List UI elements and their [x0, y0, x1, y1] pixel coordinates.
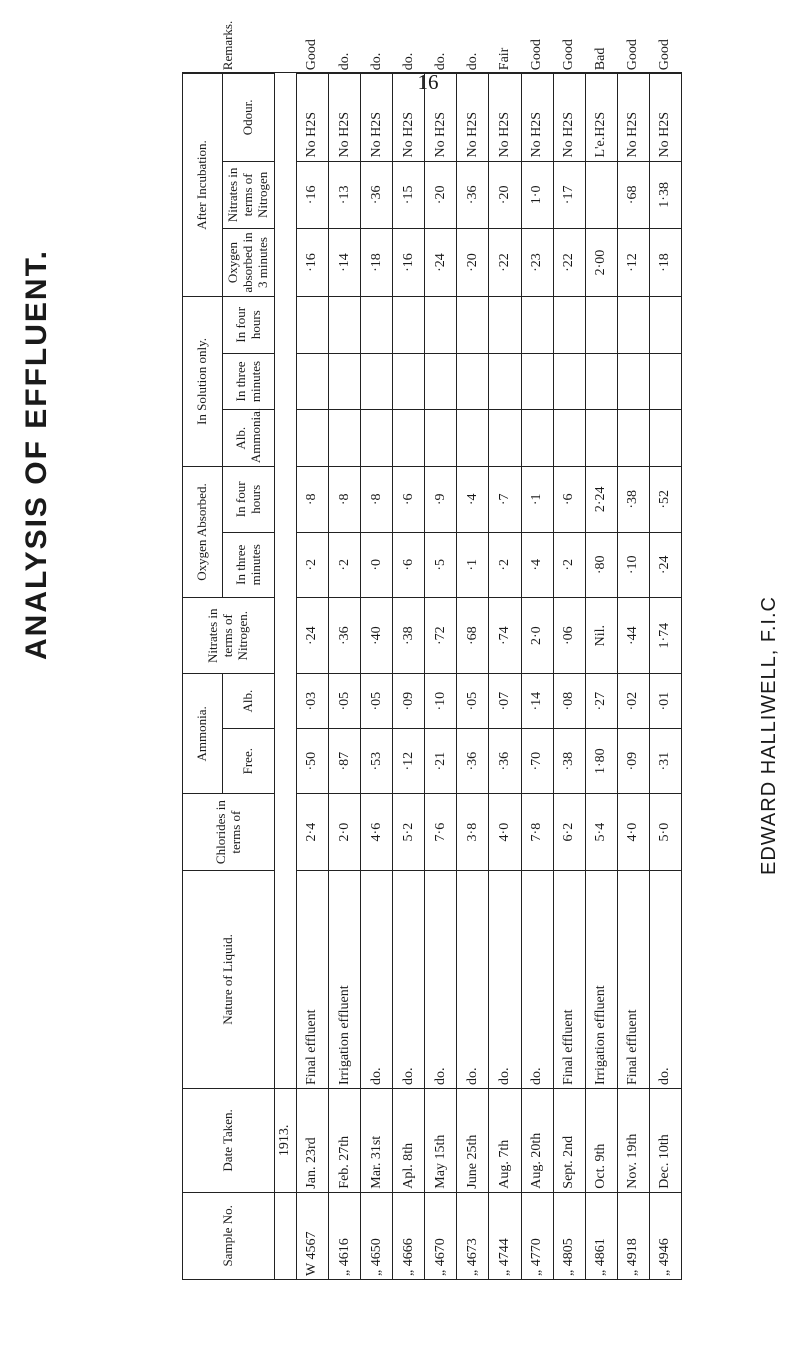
incubation-oxygen-value: ·16: [297, 229, 329, 297]
oxygen-3min-value: ·4: [521, 532, 553, 597]
odour-value: No H2S: [297, 74, 329, 161]
odour-value: No H2S: [489, 74, 521, 161]
nitrates-value: ·38: [393, 598, 425, 674]
oxygen-4hr-value: ·9: [425, 467, 457, 532]
odour-value: No H2S: [649, 74, 681, 161]
remarks-value: Bad: [585, 73, 617, 74]
free-ammonia-value: ·87: [329, 728, 361, 793]
solution-4hr-value: [297, 296, 329, 353]
solution-alb-ammonia-value: [297, 410, 329, 467]
incubation-nitrates-value: ·15: [393, 161, 425, 229]
oxygen-4hr-value: ·38: [617, 467, 649, 532]
table-row: [329, 73, 361, 1280]
free-ammonia-value: ·36: [457, 728, 489, 793]
header-nitrates-after: Nitrates in terms of Nitrogen: [223, 161, 275, 229]
date-taken: Feb. 27th: [329, 1089, 361, 1193]
chlorides-value: 4·0: [617, 794, 649, 870]
side-heading: ANALYSIS OF EFFLUENT.: [20, 249, 53, 660]
nature-of-liquid: do.: [649, 870, 681, 1088]
solution-3min-value: [585, 353, 617, 410]
solution-3min-value: [361, 353, 393, 410]
odour-value: No H2S: [329, 74, 361, 161]
solution-alb-ammonia-value: [457, 410, 489, 467]
solution-alb-ammonia-value: [649, 410, 681, 467]
chlorides-value: 6·2: [553, 794, 585, 870]
date-taken: Dec. 10th: [649, 1089, 681, 1193]
sample-number: „ 4744: [489, 1192, 521, 1279]
alb-ammonia-value: ·03: [297, 674, 329, 729]
alb-ammonia-value: ·02: [617, 674, 649, 729]
oxygen-3min-value: ·6: [393, 532, 425, 597]
incubation-oxygen-value: ·14: [329, 229, 361, 297]
free-ammonia-value: ·50: [297, 728, 329, 793]
sample-number: „ 4616: [329, 1192, 361, 1279]
solution-3min-value: [553, 353, 585, 410]
incubation-nitrates-value: ·20: [489, 161, 521, 229]
incubation-nitrates-value: 1·38: [649, 161, 681, 229]
table-row: [425, 73, 457, 1280]
sample-number: „ 4946: [649, 1192, 681, 1279]
solution-3min-value: [393, 353, 425, 410]
solution-3min-value: [521, 353, 553, 410]
remarks-value: Good: [649, 73, 681, 74]
date-taken: June 25th: [457, 1089, 489, 1193]
page-number: 16: [417, 70, 439, 94]
solution-4hr-value: [649, 296, 681, 353]
year-row-spacer: [275, 73, 297, 1089]
header-solution-in-three-minutes: In three minutes: [223, 353, 275, 410]
incubation-oxygen-value: ·16: [393, 229, 425, 297]
alb-ammonia-value: ·27: [585, 674, 617, 729]
header-nitrates: Nitrates in terms of Nitrogen.: [183, 598, 275, 674]
oxygen-4hr-value: ·8: [297, 467, 329, 532]
header-alb: Alb.: [223, 674, 275, 729]
solution-alb-ammonia-value: [553, 410, 585, 467]
incubation-nitrates-value: ·16: [297, 161, 329, 229]
date-taken: Apl. 8th: [393, 1089, 425, 1193]
header-ammonia: Ammonia.: [183, 674, 223, 794]
solution-4hr-value: [361, 296, 393, 353]
solution-alb-ammonia-value: [393, 410, 425, 467]
date-taken: Oct. 9th: [585, 1089, 617, 1193]
side-author: EDWARD HALLIWELL, F.I.C: [758, 596, 780, 875]
incubation-nitrates-value: ·36: [457, 161, 489, 229]
year-spacer: [275, 1192, 297, 1279]
nature-of-liquid: do.: [521, 870, 553, 1088]
odour-value: No H2S: [617, 74, 649, 161]
chlorides-value: 7·6: [425, 794, 457, 870]
incubation-oxygen-value: ·20: [457, 229, 489, 297]
nature-of-liquid: do.: [361, 870, 393, 1088]
chlorides-value: 5·4: [585, 794, 617, 870]
remarks-value: Fair: [489, 73, 521, 74]
oxygen-3min-value: ·2: [489, 532, 521, 597]
header-in-solution-only: In Solution only.: [183, 296, 223, 466]
remarks-value: Good: [297, 73, 329, 74]
header-in-four-hours: In four hours: [223, 467, 275, 532]
nature-of-liquid: do.: [393, 870, 425, 1088]
free-ammonia-value: ·36: [489, 728, 521, 793]
alb-ammonia-value: ·08: [553, 674, 585, 729]
header-oxygen-absorbed-3min: Oxygen absorbed in 3 minutes: [223, 229, 275, 297]
nature-of-liquid: Irrigation effluent: [329, 870, 361, 1088]
solution-4hr-value: [425, 296, 457, 353]
nature-of-liquid: Final effluent: [297, 870, 329, 1088]
free-ammonia-value: ·70: [521, 728, 553, 793]
chlorides-value: 2·0: [329, 794, 361, 870]
oxygen-3min-value: ·5: [425, 532, 457, 597]
header-oxygen-absorbed: Oxygen Absorbed.: [183, 467, 223, 598]
nitrates-value: 2·0: [521, 598, 553, 674]
free-ammonia-value: ·12: [393, 728, 425, 793]
oxygen-4hr-value: ·52: [649, 467, 681, 532]
oxygen-3min-value: ·10: [617, 532, 649, 597]
odour-value: No H2S: [393, 74, 425, 161]
oxygen-4hr-value: ·7: [489, 467, 521, 532]
solution-3min-value: [489, 353, 521, 410]
date-taken: Aug. 20th: [521, 1089, 553, 1193]
oxygen-4hr-value: ·1: [521, 467, 553, 532]
odour-value: No H2S: [553, 74, 585, 161]
nitrates-value: 1·74: [649, 598, 681, 674]
chlorides-value: 3·8: [457, 794, 489, 870]
table-row: [617, 73, 649, 1280]
solution-4hr-value: [521, 296, 553, 353]
header-date-taken: Date Taken.: [183, 1089, 275, 1193]
oxygen-4hr-value: 2·24: [585, 467, 617, 532]
nature-of-liquid: do.: [457, 870, 489, 1088]
sample-number: „ 4770: [521, 1192, 553, 1279]
sample-number: W 4567: [297, 1192, 329, 1279]
header-remarks: Remarks.: [183, 73, 275, 74]
remarks-value: Good: [521, 73, 553, 74]
table-row: [521, 73, 553, 1280]
header-chlorides: Chlorides in terms of: [183, 794, 275, 870]
free-ammonia-value: ·09: [617, 728, 649, 793]
remarks-value: Good: [617, 73, 649, 74]
analysis-table-wrapper: [182, 20, 682, 1280]
oxygen-4hr-value: ·4: [457, 467, 489, 532]
oxygen-3min-value: ·2: [553, 532, 585, 597]
odour-value: No H2S: [425, 74, 457, 161]
solution-3min-value: [297, 353, 329, 410]
solution-4hr-value: [489, 296, 521, 353]
incubation-oxygen-value: ·18: [361, 229, 393, 297]
solution-3min-value: [329, 353, 361, 410]
solution-4hr-value: [553, 296, 585, 353]
date-taken: Aug. 7th: [489, 1089, 521, 1193]
table-row: [553, 73, 585, 1280]
incubation-nitrates-value: [585, 161, 617, 229]
remarks-value: do.: [361, 73, 393, 74]
alb-ammonia-value: ·10: [425, 674, 457, 729]
remarks-value: do.: [393, 73, 425, 74]
solution-alb-ammonia-value: [521, 410, 553, 467]
oxygen-4hr-value: ·8: [361, 467, 393, 532]
oxygen-3min-value: ·2: [329, 532, 361, 597]
header-solution-in-four-hours: In four hours: [223, 296, 275, 353]
nature-of-liquid: do.: [425, 870, 457, 1088]
date-taken: Nov. 19th: [617, 1089, 649, 1193]
solution-4hr-value: [585, 296, 617, 353]
oxygen-3min-value: ·2: [297, 532, 329, 597]
oxygen-3min-value: ·80: [585, 532, 617, 597]
incubation-oxygen-value: ·24: [425, 229, 457, 297]
chlorides-value: 4·0: [489, 794, 521, 870]
nature-of-liquid: Irrigation effluent: [585, 870, 617, 1088]
oxygen-4hr-value: ·6: [553, 467, 585, 532]
date-taken: Jan. 23rd: [297, 1089, 329, 1193]
nitrates-value: ·36: [329, 598, 361, 674]
nitrates-value: Nil.: [585, 598, 617, 674]
remarks-value: do.: [425, 73, 457, 74]
incubation-oxygen-value: ·22: [553, 229, 585, 297]
nature-of-liquid: Final effluent: [553, 870, 585, 1088]
solution-3min-value: [425, 353, 457, 410]
solution-alb-ammonia-value: [489, 410, 521, 467]
solution-alb-ammonia-value: [425, 410, 457, 467]
incubation-nitrates-value: ·20: [425, 161, 457, 229]
alb-ammonia-value: ·09: [393, 674, 425, 729]
nature-of-liquid: do.: [489, 870, 521, 1088]
analysis-table: [182, 20, 682, 1280]
solution-3min-value: [617, 353, 649, 410]
remarks-value: do.: [329, 73, 361, 74]
odour-value: L'e.H2S: [585, 74, 617, 161]
free-ammonia-value: ·53: [361, 728, 393, 793]
incubation-oxygen-value: ·22: [489, 229, 521, 297]
free-ammonia-value: 1·80: [585, 728, 617, 793]
header-nature: Nature of Liquid.: [183, 870, 275, 1088]
incubation-oxygen-value: 2·00: [585, 229, 617, 297]
incubation-nitrates-value: ·17: [553, 161, 585, 229]
solution-3min-value: [457, 353, 489, 410]
chlorides-value: 4·6: [361, 794, 393, 870]
chlorides-value: 5·2: [393, 794, 425, 870]
sample-number: „ 4670: [425, 1192, 457, 1279]
alb-ammonia-value: ·07: [489, 674, 521, 729]
solution-4hr-value: [393, 296, 425, 353]
nitrates-value: ·06: [553, 598, 585, 674]
nitrates-value: ·24: [297, 598, 329, 674]
free-ammonia-value: ·31: [649, 728, 681, 793]
oxygen-3min-value: ·24: [649, 532, 681, 597]
nitrates-value: ·68: [457, 598, 489, 674]
table-row: [393, 73, 425, 1280]
header-free: Free.: [223, 728, 275, 793]
table-row: [297, 73, 329, 1280]
odour-value: No H2S: [361, 74, 393, 161]
table-row: [649, 73, 681, 1280]
incubation-oxygen-value: ·23: [521, 229, 553, 297]
alb-ammonia-value: ·05: [329, 674, 361, 729]
oxygen-3min-value: ·1: [457, 532, 489, 597]
header-sample-no: Sample No.: [183, 1192, 275, 1279]
oxygen-3min-value: ·0: [361, 532, 393, 597]
table-row: [585, 73, 617, 1280]
nature-of-liquid: Final effluent: [617, 870, 649, 1088]
oxygen-4hr-value: ·8: [329, 467, 361, 532]
oxygen-4hr-value: ·6: [393, 467, 425, 532]
chlorides-value: 5·0: [649, 794, 681, 870]
nitrates-value: ·40: [361, 598, 393, 674]
solution-4hr-value: [457, 296, 489, 353]
sample-number: „ 4673: [457, 1192, 489, 1279]
alb-ammonia-value: ·05: [361, 674, 393, 729]
table-row: [489, 73, 521, 1280]
header-in-three-minutes: In three minutes: [223, 532, 275, 597]
date-taken: May 15th: [425, 1089, 457, 1193]
nitrates-value: ·72: [425, 598, 457, 674]
year-label: 1913.: [275, 1089, 297, 1193]
remarks-value: Good: [553, 73, 585, 74]
incubation-nitrates-value: 1·0: [521, 161, 553, 229]
solution-alb-ammonia-value: [329, 410, 361, 467]
solution-4hr-value: [329, 296, 361, 353]
incubation-nitrates-value: ·36: [361, 161, 393, 229]
incubation-oxygen-value: ·12: [617, 229, 649, 297]
header-alb-ammonia: Alb. Ammonia.: [223, 410, 275, 467]
sample-number: „ 4805: [553, 1192, 585, 1279]
alb-ammonia-value: ·14: [521, 674, 553, 729]
chlorides-value: 7·8: [521, 794, 553, 870]
header-odour: Odour.: [223, 74, 275, 161]
sample-number: „ 4666: [393, 1192, 425, 1279]
date-taken: Sept. 2nd: [553, 1089, 585, 1193]
table-row: [457, 73, 489, 1280]
odour-value: No H2S: [457, 74, 489, 161]
solution-alb-ammonia-value: [585, 410, 617, 467]
solution-alb-ammonia-value: [361, 410, 393, 467]
date-taken: Mar. 31st: [361, 1089, 393, 1193]
table-row: [361, 73, 393, 1280]
alb-ammonia-value: ·01: [649, 674, 681, 729]
free-ammonia-value: ·21: [425, 728, 457, 793]
nitrates-value: ·74: [489, 598, 521, 674]
alb-ammonia-value: ·05: [457, 674, 489, 729]
incubation-oxygen-value: ·18: [649, 229, 681, 297]
sample-number: „ 4650: [361, 1192, 393, 1279]
solution-3min-value: [649, 353, 681, 410]
remarks-value: do.: [457, 73, 489, 74]
incubation-nitrates-value: ·68: [617, 161, 649, 229]
chlorides-value: 2·4: [297, 794, 329, 870]
incubation-nitrates-value: ·13: [329, 161, 361, 229]
free-ammonia-value: ·38: [553, 728, 585, 793]
odour-value: No H2S: [521, 74, 553, 161]
sample-number: „ 4861: [585, 1192, 617, 1279]
solution-4hr-value: [617, 296, 649, 353]
solution-alb-ammonia-value: [617, 410, 649, 467]
sample-number: „ 4918: [617, 1192, 649, 1279]
header-after-incubation: After Incubation.: [183, 74, 223, 297]
nitrates-value: ·44: [617, 598, 649, 674]
